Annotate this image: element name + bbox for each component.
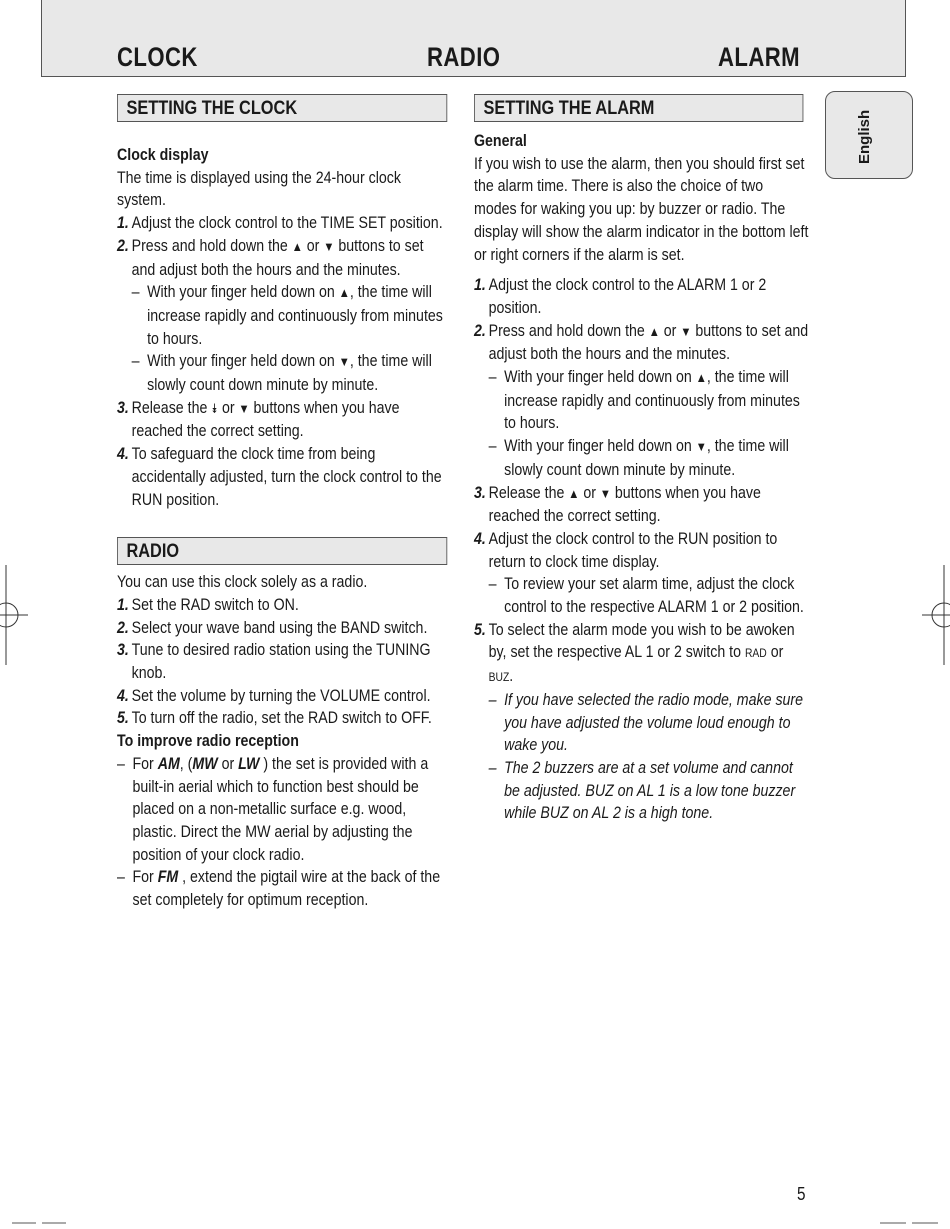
mode-rad: RAD — [744, 646, 767, 661]
band-mw: MW — [192, 754, 218, 773]
step-text: or — [766, 643, 784, 662]
reception-text: ) the set is provided with a built-in aerial which to function best should be placed on a non-metallic surface e.g. wood, plastic. Direct the MW aerial by adjusting the position of your clock radio. — [132, 754, 429, 864]
reception-item-1: – For AM, (MW or LW ) the set is provided with a built-in aerial which to function best should be placed on a non-metallic surface e.g. wood, plastic. Direct the MW aerial by adjusting the position of your clock radio. — [117, 754, 429, 864]
alarm-dash-1: – With your finger held down on ▲, the time will increase rapidly and continuously from minutes to hours. — [488, 368, 800, 433]
step-text: Release the — [131, 398, 212, 417]
step-number: 1. — [474, 276, 486, 295]
step-text: To safeguard the clock time from being accidentally adjusted, turn the clock control to the RUN position. — [131, 445, 442, 509]
step-text: buttons when you have reached the correct setting. — [131, 398, 400, 441]
header-title-clock: CLOCK — [117, 42, 198, 72]
step-number: 3. — [117, 641, 129, 660]
clock-step-1 — [117, 212, 451, 235]
header-title-radio: RADIO — [427, 42, 501, 72]
dash-text: , the time will slowly count down minute by minute. — [504, 437, 789, 479]
radio-step-5 — [117, 707, 451, 730]
alarm-dash-4: – If you have selected the radio mode, make sure you have adjusted the volume loud enough to wake you. — [474, 689, 809, 757]
up-arrow-icon: ▲ — [338, 285, 350, 301]
step-number: 4. — [117, 686, 129, 705]
dash-text: With your finger held down on — [504, 437, 696, 456]
step-text: Select your wave band using the BAND switch. — [131, 618, 428, 637]
alarm-step-3 — [474, 482, 809, 528]
reception-text: , ( — [179, 754, 193, 773]
step-text: Press and hold down the — [131, 236, 292, 255]
right-column — [474, 94, 809, 825]
dash-text: With your finger held down on — [504, 368, 696, 387]
radio-step-2 — [117, 617, 451, 640]
down-arrow-icon: ▼ — [599, 485, 611, 501]
general-text: If you wish to use the alarm, then you should first set the alarm time. There is also the choice of two modes for waking you up: by buzzer or radio. The display will show the alarm indicator in the bottom left or right corners if the alarm is set. — [474, 154, 809, 264]
step-number: 2. — [117, 618, 129, 637]
step-text: To select the alarm mode you wish to be awoken by, set the respective AL 1 or 2 switch to — [488, 620, 795, 662]
reception-heading: To improve radio reception — [117, 732, 299, 751]
page-number: 5 — [797, 1184, 806, 1204]
up-arrow-icon: ▲ — [568, 485, 580, 501]
alarm-dash-5: – The 2 buzzers are at a set volume and cannot be adjusted. BUZ on AL 1 is a low tone buzzer while BUZ on AL 2 is a high tone. — [474, 757, 809, 825]
step-text: buttons to set and adjust both the hours and the minutes. — [488, 321, 809, 364]
down-arrow-icon: ▼ — [238, 400, 250, 416]
down-arrow-icon: ▼ — [323, 238, 335, 254]
step-text: or — [218, 398, 239, 417]
alarm-step-1 — [474, 274, 809, 319]
clock-step-3 — [117, 397, 451, 443]
clock-dash-1: – With your finger held down on ▲, the time will increase rapidly and continuously from minutes to hours. — [131, 283, 443, 348]
alarm-dash-3: – To review your set alarm time, adjust the clock control to the respective ALARM 1 or 2 position. — [474, 573, 809, 618]
reception-item-2: – For FM , extend the pigtail wire at the back of the set completely for optimum reception. — [117, 868, 441, 910]
up-arrow-icon: ▲ — [695, 370, 707, 386]
clock-step-2 — [117, 235, 451, 281]
step-text: Set the RAD switch to ON. — [131, 595, 299, 614]
clock-step-4 — [117, 443, 451, 511]
step-text: buttons when you have reached the correct setting. — [488, 483, 761, 526]
step-number: 4. — [474, 529, 486, 548]
dash-text: With your finger held down on — [147, 283, 339, 302]
section-title-setting-clock: SETTING THE CLOCK — [117, 94, 447, 122]
dash-text: The 2 buzzers are at a set volume and cannot be adjusted. BUZ on AL 1 is a low tone buzzer while BUZ on AL 2 is a high tone. — [504, 758, 796, 823]
alarm-dash-2: – With your finger held down on ▼, the time will slowly count down minute by minute. — [488, 437, 789, 479]
down-arrow-icon: ▼ — [338, 354, 350, 370]
crop-marks-bottom-icon — [0, 1218, 950, 1229]
step-number: 3. — [117, 398, 129, 417]
down-arrow-icon: ▼ — [680, 323, 692, 339]
radio-intro: You can use this clock solely as a radio. — [117, 573, 368, 592]
dash-text: , the time will increase rapidly and continuously from minutes to hours. — [504, 368, 800, 433]
radio-step-4 — [117, 685, 451, 708]
step-number: 4. — [117, 445, 129, 464]
reception-text: or — [217, 754, 239, 773]
step-text: or — [659, 321, 681, 340]
step-number: 1. — [117, 595, 129, 614]
dash-text: To review your set alarm time, adjust the clock control to the respective ALARM 1 or 2 position. — [504, 575, 804, 617]
radio-step-1 — [117, 594, 451, 617]
step-text: . — [509, 667, 514, 686]
step-text: Press and hold down the — [488, 321, 649, 340]
step-text: Tune to desired radio station using the TUNING knob. — [131, 641, 431, 683]
step-text: or — [302, 236, 324, 255]
clock-display-heading: Clock display — [117, 146, 209, 164]
dash-text: If you have selected the radio mode, make sure you have adjusted the volume loud enough to wake you. — [504, 690, 804, 755]
section-title-setting-alarm: SETTING THE ALARM — [474, 94, 803, 122]
reception-text: For — [132, 754, 158, 773]
reception-text: For — [132, 868, 158, 887]
header-title-alarm: ALARM — [718, 42, 800, 72]
step-text: Set the volume by turning the VOLUME control. — [131, 686, 431, 705]
mode-buz: BUZ — [488, 670, 510, 685]
general-heading: General — [474, 132, 527, 150]
registration-mark-left-icon — [0, 565, 30, 665]
step-number: 2. — [474, 321, 486, 340]
language-tab — [825, 91, 913, 179]
up-arrow-icon: ▲ — [648, 323, 660, 339]
section-title-radio: RADIO — [117, 537, 447, 565]
step-text: Adjust the clock control to the RUN position to return to clock time display. — [488, 529, 778, 571]
radio-step-3 — [117, 639, 451, 684]
band-am: AM — [157, 754, 180, 773]
down-arrow-icon: ▼ — [695, 439, 707, 455]
dash-text: , the time will slowly count down minute by minute. — [147, 352, 432, 395]
reception-text: , extend the pigtail wire at the back of the set completely for optimum reception. — [132, 868, 441, 910]
step-number: 5. — [117, 709, 129, 728]
language-tab-label: English — [856, 109, 873, 164]
step-text: Release the — [488, 483, 569, 502]
alarm-step-2 — [474, 320, 809, 366]
step-number: 5. — [474, 620, 486, 639]
step-text: To turn off the radio, set the RAD switch to OFF. — [131, 709, 432, 728]
step-number: 2. — [117, 236, 129, 255]
step-text: Adjust the clock control to the ALARM 1 or 2 position. — [488, 276, 767, 317]
step-text: or — [579, 483, 600, 502]
dash-text: With your finger held down on — [147, 352, 339, 371]
clock-dash-2: – With your finger held down on ▼, the time will slowly count down minute by minute. — [131, 352, 432, 395]
step-text: Adjust the clock control to the TIME SET position. — [131, 214, 443, 233]
registration-mark-right-icon — [920, 565, 950, 665]
step-number: 3. — [474, 483, 486, 502]
double-down-arrow-icon: ⯯ — [211, 400, 219, 416]
band-lw: LW — [238, 754, 260, 773]
step-number: 1. — [117, 214, 129, 233]
left-column — [117, 94, 451, 912]
clock-intro: The time is displayed using the 24-hour clock system. — [117, 168, 401, 210]
band-fm: FM — [157, 868, 179, 887]
alarm-step-5 — [474, 619, 809, 689]
up-arrow-icon: ▲ — [291, 238, 303, 254]
alarm-step-4 — [474, 528, 809, 573]
dash-text: , the time will increase rapidly and continuously from minutes to hours. — [147, 283, 443, 348]
step-text: buttons to set and adjust both the hours and the minutes. — [131, 236, 424, 279]
